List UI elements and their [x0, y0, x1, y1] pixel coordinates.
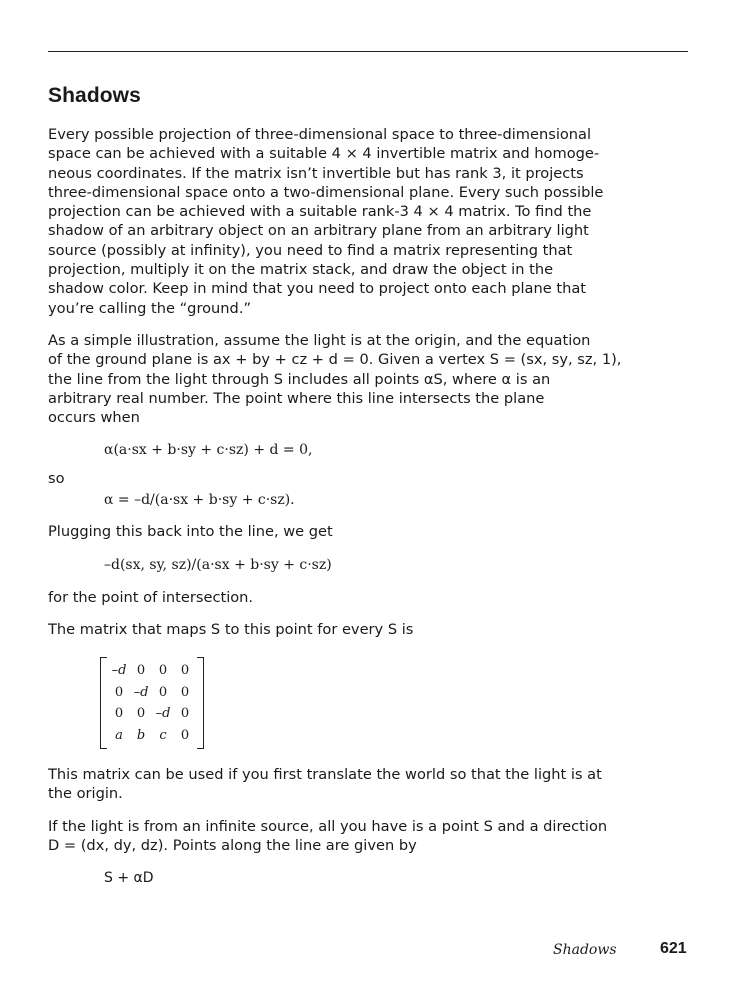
matrix-cell: c: [159, 727, 167, 743]
section-title: Shadows: [48, 84, 141, 107]
matrix-cell: 0: [180, 663, 190, 679]
text-line: the line from the light through S includes all points αS, where α is an: [48, 370, 551, 388]
text-line: for the point of intersection.: [48, 589, 254, 606]
paragraph-point-of-intersection: [48, 588, 608, 607]
text-line: shadow of an arbitrary object on an arbitrary plane from an arbitrary light: [48, 222, 589, 240]
matrix-cell: 0: [136, 706, 146, 722]
left-bracket: [100, 657, 107, 749]
text-line: you’re calling the “ground.”: [48, 299, 252, 317]
text-line: arbitrary real number. The point where this line intersects the plane: [48, 389, 545, 407]
paragraph-matrix-intro: [48, 620, 608, 639]
paragraph-plugging: [48, 522, 608, 541]
matrix-cell: b: [136, 727, 146, 743]
paragraph-infinite-source: [48, 817, 608, 856]
text-line: projection can be achieved with a suitable rank-3 4 × 4 matrix. To find the: [48, 203, 592, 221]
matrix-row: [108, 703, 196, 725]
matrix-cell: –d: [133, 684, 149, 700]
text-line: the origin.: [48, 785, 123, 803]
running-footer-title: Shadows: [553, 942, 617, 958]
text-line: of the ground plane is ax + by + cz + d = 0. Given a vertex S = (sx, sy, sz, 1),: [48, 351, 622, 369]
page-number: 621: [660, 940, 687, 957]
text-line: As a simple illustration, assume the light is at the origin, and the equation: [48, 332, 591, 349]
matrix-cell: 0: [180, 684, 190, 700]
text-line: shadow color. Keep in mind that you need to project onto each plane that: [48, 280, 586, 298]
text-line: space can be achieved with a suitable 4 × 4 invertible matrix and homoge-: [48, 145, 600, 163]
matrix-row: [108, 725, 196, 747]
equation-intersection-point: –d(sx, sy, sz)/(a·sx + b·sy + c·sz): [104, 557, 332, 573]
right-bracket: [197, 657, 204, 749]
equation-plane-intersection: α(a·sx + b·sy + c·sz) + d = 0,: [104, 442, 313, 458]
paragraph-illustration: [48, 331, 622, 427]
text-line: Plugging this back into the line, we get: [48, 523, 333, 540]
matrix-cell: 0: [158, 663, 168, 679]
top-rule: [48, 51, 688, 52]
equation-line-points: S + αD: [104, 870, 154, 886]
matrix-cell: –d: [111, 663, 127, 679]
matrix-row: [108, 682, 196, 704]
projection-matrix: [100, 657, 204, 749]
text-line: source (possibly at infinity), you need to find a matrix representing that: [48, 241, 573, 259]
equation-alpha: α = –d/(a·sx + b·sy + c·sz).: [104, 492, 295, 508]
matrix-cell: a: [115, 727, 123, 743]
matrix-cell: 0: [114, 706, 124, 722]
text-line: D = (dx, dy, dz). Points along the line are given by: [48, 837, 417, 855]
text-line: three-dimensional space onto a two-dimensional plane. Every such possible: [48, 183, 604, 201]
text-line: occurs when: [48, 409, 140, 427]
matrix-table: [108, 660, 196, 746]
text-line: projection, multiply it on the matrix stack, and draw the object in the: [48, 261, 554, 279]
matrix-cell: 0: [180, 706, 190, 722]
word-so: so: [48, 470, 65, 487]
paragraph-translate-note: [48, 765, 608, 804]
matrix-cell: –d: [155, 706, 171, 722]
matrix-row: [108, 660, 196, 682]
matrix-cell: 0: [180, 727, 190, 743]
matrix-cell: 0: [158, 684, 168, 700]
text-line: neous coordinates. If the matrix isn’t invertible but has rank 3, it projects: [48, 164, 584, 182]
text-line: Every possible projection of three-dimensional space to three-dimensional: [48, 126, 592, 143]
text-line: The matrix that maps S to this point for every S is: [48, 621, 414, 638]
text-line: If the light is from an infinite source, all you have is a point S and a direction: [48, 818, 608, 835]
matrix-cell: 0: [136, 663, 146, 679]
text-line: This matrix can be used if you first translate the world so that the light is at: [48, 766, 602, 783]
paragraph-intro: [48, 125, 608, 318]
matrix-cell: 0: [114, 684, 124, 700]
